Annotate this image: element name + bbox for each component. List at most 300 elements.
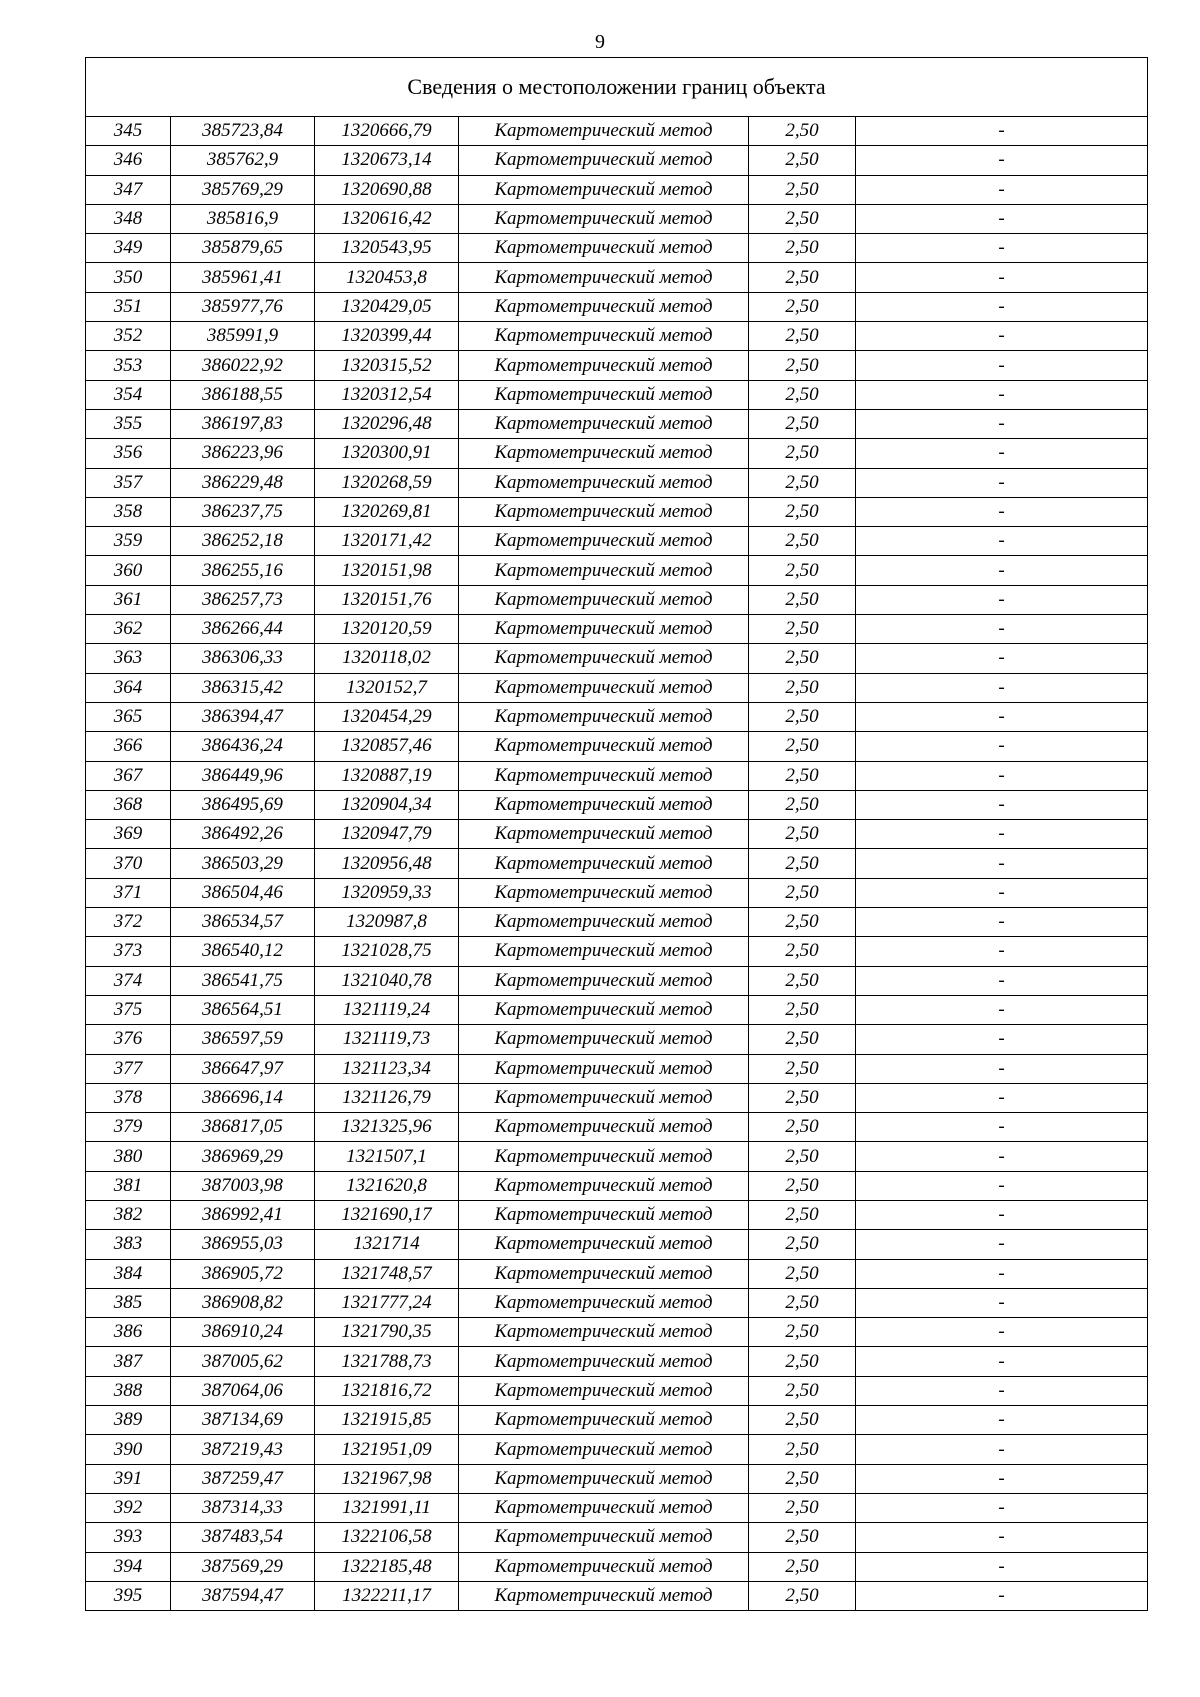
y-coordinate-cell: 1320118,02 <box>315 644 459 673</box>
y-coordinate-cell: 1321040,78 <box>315 966 459 995</box>
point-number-cell: 376 <box>86 1025 171 1054</box>
accuracy-cell: 2,50 <box>749 1347 856 1376</box>
method-cell: Картометрический метод <box>459 1376 749 1405</box>
x-coordinate-cell: 387594,47 <box>171 1581 315 1610</box>
note-cell: - <box>856 615 1148 644</box>
y-coordinate-cell: 1321951,09 <box>315 1435 459 1464</box>
x-coordinate-cell: 386237,75 <box>171 497 315 526</box>
accuracy-cell: 2,50 <box>749 292 856 321</box>
accuracy-cell: 2,50 <box>749 1171 856 1200</box>
y-coordinate-cell: 1321967,98 <box>315 1464 459 1493</box>
accuracy-cell: 2,50 <box>749 380 856 409</box>
point-number-cell: 345 <box>86 117 171 146</box>
note-cell: - <box>856 1435 1148 1464</box>
table-row <box>86 1054 1148 1083</box>
y-coordinate-cell: 1320673,14 <box>315 146 459 175</box>
point-number-cell: 390 <box>86 1435 171 1464</box>
method-cell: Картометрический метод <box>459 849 749 878</box>
table-row <box>86 380 1148 409</box>
y-coordinate-cell: 1321991,11 <box>315 1493 459 1522</box>
point-number-cell: 377 <box>86 1054 171 1083</box>
point-number-cell: 386 <box>86 1318 171 1347</box>
note-cell: - <box>856 849 1148 878</box>
accuracy-cell: 2,50 <box>749 1376 856 1405</box>
x-coordinate-cell: 386197,83 <box>171 409 315 438</box>
method-cell: Картометрический метод <box>459 673 749 702</box>
y-coordinate-cell: 1321325,96 <box>315 1113 459 1142</box>
point-number-cell: 388 <box>86 1376 171 1405</box>
note-cell: - <box>856 380 1148 409</box>
x-coordinate-cell: 387314,33 <box>171 1493 315 1522</box>
x-coordinate-cell: 386992,41 <box>171 1200 315 1229</box>
point-number-cell: 369 <box>86 820 171 849</box>
method-cell: Картометрический метод <box>459 1435 749 1464</box>
point-number-cell: 363 <box>86 644 171 673</box>
accuracy-cell: 2,50 <box>749 585 856 614</box>
point-number-cell: 359 <box>86 527 171 556</box>
x-coordinate-cell: 386597,59 <box>171 1025 315 1054</box>
x-coordinate-cell: 386696,14 <box>171 1083 315 1112</box>
point-number-cell: 362 <box>86 615 171 644</box>
method-cell: Картометрический метод <box>459 644 749 673</box>
point-number-cell: 379 <box>86 1113 171 1142</box>
x-coordinate-cell: 386564,51 <box>171 995 315 1024</box>
note-cell: - <box>856 820 1148 849</box>
method-cell: Картометрический метод <box>459 966 749 995</box>
method-cell: Картометрический метод <box>459 1054 749 1083</box>
table-row <box>86 1288 1148 1317</box>
y-coordinate-cell: 1322211,17 <box>315 1581 459 1610</box>
point-number-cell: 395 <box>86 1581 171 1610</box>
y-coordinate-cell: 1320904,34 <box>315 790 459 819</box>
table-row <box>86 1464 1148 1493</box>
point-number-cell: 361 <box>86 585 171 614</box>
x-coordinate-cell: 386449,96 <box>171 761 315 790</box>
x-coordinate-cell: 386315,42 <box>171 673 315 702</box>
table-row <box>86 1318 1148 1347</box>
method-cell: Картометрический метод <box>459 995 749 1024</box>
note-cell: - <box>856 468 1148 497</box>
y-coordinate-cell: 1322106,58 <box>315 1523 459 1552</box>
y-coordinate-cell: 1320956,48 <box>315 849 459 878</box>
note-cell: - <box>856 1025 1148 1054</box>
table-row <box>86 1025 1148 1054</box>
accuracy-cell: 2,50 <box>749 1581 856 1610</box>
note-cell: - <box>856 556 1148 585</box>
point-number-cell: 378 <box>86 1083 171 1112</box>
note-cell: - <box>856 732 1148 761</box>
note-cell: - <box>856 234 1148 263</box>
accuracy-cell: 2,50 <box>749 1493 856 1522</box>
note-cell: - <box>856 322 1148 351</box>
y-coordinate-cell: 1320453,8 <box>315 263 459 292</box>
y-coordinate-cell: 1321119,24 <box>315 995 459 1024</box>
method-cell: Картометрический метод <box>459 1464 749 1493</box>
x-coordinate-cell: 386266,44 <box>171 615 315 644</box>
point-number-cell: 364 <box>86 673 171 702</box>
method-cell: Картометрический метод <box>459 1318 749 1347</box>
table-row <box>86 263 1148 292</box>
table-row <box>86 351 1148 380</box>
x-coordinate-cell: 386540,12 <box>171 937 315 966</box>
note-cell: - <box>856 263 1148 292</box>
x-coordinate-cell: 386955,03 <box>171 1230 315 1259</box>
note-cell: - <box>856 117 1148 146</box>
x-coordinate-cell: 385961,41 <box>171 263 315 292</box>
note-cell: - <box>856 761 1148 790</box>
point-number-cell: 351 <box>86 292 171 321</box>
point-number-cell: 352 <box>86 322 171 351</box>
point-number-cell: 384 <box>86 1259 171 1288</box>
y-coordinate-cell: 1321777,24 <box>315 1288 459 1317</box>
method-cell: Картометрический метод <box>459 615 749 644</box>
x-coordinate-cell: 385977,76 <box>171 292 315 321</box>
accuracy-cell: 2,50 <box>749 937 856 966</box>
y-coordinate-cell: 1321714 <box>315 1230 459 1259</box>
table-row <box>86 1230 1148 1259</box>
method-cell: Картометрический метод <box>459 439 749 468</box>
table-row <box>86 175 1148 204</box>
table-row <box>86 527 1148 556</box>
table-row <box>86 1552 1148 1581</box>
point-number-cell: 348 <box>86 204 171 233</box>
note-cell: - <box>856 790 1148 819</box>
method-cell: Картометрический метод <box>459 409 749 438</box>
x-coordinate-cell: 387219,43 <box>171 1435 315 1464</box>
method-cell: Картометрический метод <box>459 1347 749 1376</box>
y-coordinate-cell: 1320296,48 <box>315 409 459 438</box>
x-coordinate-cell: 386394,47 <box>171 702 315 731</box>
x-coordinate-cell: 386905,72 <box>171 1259 315 1288</box>
note-cell: - <box>856 1054 1148 1083</box>
accuracy-cell: 2,50 <box>749 1464 856 1493</box>
table-row <box>86 820 1148 849</box>
table-row <box>86 1523 1148 1552</box>
x-coordinate-cell: 386229,48 <box>171 468 315 497</box>
point-number-cell: 381 <box>86 1171 171 1200</box>
y-coordinate-cell: 1321507,1 <box>315 1142 459 1171</box>
y-coordinate-cell: 1320666,79 <box>315 117 459 146</box>
accuracy-cell: 2,50 <box>749 1054 856 1083</box>
table-row <box>86 995 1148 1024</box>
point-number-cell: 358 <box>86 497 171 526</box>
point-number-cell: 383 <box>86 1230 171 1259</box>
y-coordinate-cell: 1320151,76 <box>315 585 459 614</box>
y-coordinate-cell: 1320616,42 <box>315 204 459 233</box>
note-cell: - <box>856 292 1148 321</box>
note-cell: - <box>856 1288 1148 1317</box>
accuracy-cell: 2,50 <box>749 849 856 878</box>
note-cell: - <box>856 1230 1148 1259</box>
point-number-cell: 375 <box>86 995 171 1024</box>
note-cell: - <box>856 878 1148 907</box>
x-coordinate-cell: 385816,9 <box>171 204 315 233</box>
point-number-cell: 366 <box>86 732 171 761</box>
point-number-cell: 372 <box>86 908 171 937</box>
note-cell: - <box>856 1523 1148 1552</box>
point-number-cell: 360 <box>86 556 171 585</box>
table-row <box>86 468 1148 497</box>
accuracy-cell: 2,50 <box>749 644 856 673</box>
note-cell: - <box>856 995 1148 1024</box>
note-cell: - <box>856 204 1148 233</box>
y-coordinate-cell: 1320959,33 <box>315 878 459 907</box>
accuracy-cell: 2,50 <box>749 409 856 438</box>
table-row <box>86 849 1148 878</box>
x-coordinate-cell: 385762,9 <box>171 146 315 175</box>
point-number-cell: 356 <box>86 439 171 468</box>
table-row <box>86 439 1148 468</box>
y-coordinate-cell: 1320887,19 <box>315 761 459 790</box>
y-coordinate-cell: 1320300,91 <box>315 439 459 468</box>
y-coordinate-cell: 1321620,8 <box>315 1171 459 1200</box>
method-cell: Картометрический метод <box>459 1259 749 1288</box>
note-cell: - <box>856 585 1148 614</box>
accuracy-cell: 2,50 <box>749 732 856 761</box>
note-cell: - <box>856 439 1148 468</box>
accuracy-cell: 2,50 <box>749 820 856 849</box>
y-coordinate-cell: 1320947,79 <box>315 820 459 849</box>
y-coordinate-cell: 1321915,85 <box>315 1406 459 1435</box>
point-number-cell: 374 <box>86 966 171 995</box>
x-coordinate-cell: 385769,29 <box>171 175 315 204</box>
point-number-cell: 370 <box>86 849 171 878</box>
note-cell: - <box>856 1581 1148 1610</box>
method-cell: Картометрический метод <box>459 527 749 556</box>
method-cell: Картометрический метод <box>459 878 749 907</box>
method-cell: Картометрический метод <box>459 351 749 380</box>
y-coordinate-cell: 1321123,34 <box>315 1054 459 1083</box>
point-number-cell: 389 <box>86 1406 171 1435</box>
accuracy-cell: 2,50 <box>749 966 856 995</box>
table-row <box>86 409 1148 438</box>
note-cell: - <box>856 937 1148 966</box>
note-cell: - <box>856 1493 1148 1522</box>
x-coordinate-cell: 386495,69 <box>171 790 315 819</box>
method-cell: Картометрический метод <box>459 1230 749 1259</box>
method-cell: Картометрический метод <box>459 497 749 526</box>
method-cell: Картометрический метод <box>459 1552 749 1581</box>
method-cell: Картометрический метод <box>459 117 749 146</box>
table-row <box>86 761 1148 790</box>
y-coordinate-cell: 1321790,35 <box>315 1318 459 1347</box>
accuracy-cell: 2,50 <box>749 1083 856 1112</box>
accuracy-cell: 2,50 <box>749 1142 856 1171</box>
accuracy-cell: 2,50 <box>749 1230 856 1259</box>
method-cell: Картометрический метод <box>459 761 749 790</box>
x-coordinate-cell: 387064,06 <box>171 1376 315 1405</box>
note-cell: - <box>856 1113 1148 1142</box>
table-row <box>86 1435 1148 1464</box>
table-row <box>86 1259 1148 1288</box>
x-coordinate-cell: 385991,9 <box>171 322 315 351</box>
note-cell: - <box>856 1259 1148 1288</box>
accuracy-cell: 2,50 <box>749 878 856 907</box>
method-cell: Картометрический метод <box>459 1113 749 1142</box>
accuracy-cell: 2,50 <box>749 615 856 644</box>
note-cell: - <box>856 1200 1148 1229</box>
x-coordinate-cell: 385723,84 <box>171 117 315 146</box>
x-coordinate-cell: 386503,29 <box>171 849 315 878</box>
x-coordinate-cell: 386541,75 <box>171 966 315 995</box>
accuracy-cell: 2,50 <box>749 908 856 937</box>
accuracy-cell: 2,50 <box>749 1318 856 1347</box>
table-row <box>86 790 1148 819</box>
table-row <box>86 908 1148 937</box>
note-cell: - <box>856 1142 1148 1171</box>
point-number-cell: 355 <box>86 409 171 438</box>
accuracy-cell: 2,50 <box>749 351 856 380</box>
table-row <box>86 732 1148 761</box>
y-coordinate-cell: 1320399,44 <box>315 322 459 351</box>
table-row <box>86 966 1148 995</box>
y-coordinate-cell: 1321119,73 <box>315 1025 459 1054</box>
note-cell: - <box>856 908 1148 937</box>
point-number-cell: 353 <box>86 351 171 380</box>
y-coordinate-cell: 1322185,48 <box>315 1552 459 1581</box>
note-cell: - <box>856 1376 1148 1405</box>
table-row <box>86 585 1148 614</box>
y-coordinate-cell: 1320857,46 <box>315 732 459 761</box>
method-cell: Картометрический метод <box>459 146 749 175</box>
table-row <box>86 117 1148 146</box>
method-cell: Картометрический метод <box>459 908 749 937</box>
accuracy-cell: 2,50 <box>749 468 856 497</box>
x-coordinate-cell: 387005,62 <box>171 1347 315 1376</box>
x-coordinate-cell: 386908,82 <box>171 1288 315 1317</box>
x-coordinate-cell: 387259,47 <box>171 1464 315 1493</box>
note-cell: - <box>856 1406 1148 1435</box>
x-coordinate-cell: 385879,65 <box>171 234 315 263</box>
method-cell: Картометрический метод <box>459 468 749 497</box>
note-cell: - <box>856 146 1148 175</box>
note-cell: - <box>856 966 1148 995</box>
accuracy-cell: 2,50 <box>749 1406 856 1435</box>
accuracy-cell: 2,50 <box>749 1435 856 1464</box>
y-coordinate-cell: 1320312,54 <box>315 380 459 409</box>
accuracy-cell: 2,50 <box>749 234 856 263</box>
point-number-cell: 349 <box>86 234 171 263</box>
table-row <box>86 1113 1148 1142</box>
table-row <box>86 1347 1148 1376</box>
accuracy-cell: 2,50 <box>749 527 856 556</box>
method-cell: Картометрический метод <box>459 1200 749 1229</box>
table-row <box>86 204 1148 233</box>
y-coordinate-cell: 1320987,8 <box>315 908 459 937</box>
y-coordinate-cell: 1320151,98 <box>315 556 459 585</box>
point-number-cell: 371 <box>86 878 171 907</box>
y-coordinate-cell: 1320268,59 <box>315 468 459 497</box>
table-row <box>86 1581 1148 1610</box>
y-coordinate-cell: 1320429,05 <box>315 292 459 321</box>
x-coordinate-cell: 387134,69 <box>171 1406 315 1435</box>
method-cell: Картометрический метод <box>459 1083 749 1112</box>
method-cell: Картометрический метод <box>459 702 749 731</box>
accuracy-cell: 2,50 <box>749 1025 856 1054</box>
table-row <box>86 322 1148 351</box>
method-cell: Картометрический метод <box>459 1406 749 1435</box>
x-coordinate-cell: 386252,18 <box>171 527 315 556</box>
point-number-cell: 365 <box>86 702 171 731</box>
method-cell: Картометрический метод <box>459 1288 749 1317</box>
note-cell: - <box>856 409 1148 438</box>
point-number-cell: 357 <box>86 468 171 497</box>
y-coordinate-cell: 1321788,73 <box>315 1347 459 1376</box>
note-cell: - <box>856 644 1148 673</box>
accuracy-cell: 2,50 <box>749 263 856 292</box>
x-coordinate-cell: 386257,73 <box>171 585 315 614</box>
point-number-cell: 346 <box>86 146 171 175</box>
note-cell: - <box>856 1083 1148 1112</box>
point-number-cell: 387 <box>86 1347 171 1376</box>
table-row <box>86 234 1148 263</box>
table-row <box>86 146 1148 175</box>
method-cell: Картометрический метод <box>459 556 749 585</box>
point-number-cell: 368 <box>86 790 171 819</box>
y-coordinate-cell: 1321028,75 <box>315 937 459 966</box>
x-coordinate-cell: 386492,26 <box>171 820 315 849</box>
method-cell: Картометрический метод <box>459 1581 749 1610</box>
accuracy-cell: 2,50 <box>749 1552 856 1581</box>
y-coordinate-cell: 1320269,81 <box>315 497 459 526</box>
note-cell: - <box>856 702 1148 731</box>
point-number-cell: 380 <box>86 1142 171 1171</box>
table-row <box>86 1493 1148 1522</box>
table-row <box>86 937 1148 966</box>
point-number-cell: 393 <box>86 1523 171 1552</box>
method-cell: Картометрический метод <box>459 790 749 819</box>
table-row <box>86 644 1148 673</box>
method-cell: Картометрический метод <box>459 263 749 292</box>
accuracy-cell: 2,50 <box>749 702 856 731</box>
x-coordinate-cell: 386910,24 <box>171 1318 315 1347</box>
method-cell: Картометрический метод <box>459 732 749 761</box>
point-number-cell: 367 <box>86 761 171 790</box>
x-coordinate-cell: 386969,29 <box>171 1142 315 1171</box>
note-cell: - <box>856 1171 1148 1200</box>
accuracy-cell: 2,50 <box>749 673 856 702</box>
note-cell: - <box>856 351 1148 380</box>
accuracy-cell: 2,50 <box>749 1523 856 1552</box>
point-number-cell: 391 <box>86 1464 171 1493</box>
accuracy-cell: 2,50 <box>749 995 856 1024</box>
y-coordinate-cell: 1320543,95 <box>315 234 459 263</box>
x-coordinate-cell: 386223,96 <box>171 439 315 468</box>
table-row <box>86 673 1148 702</box>
method-cell: Картометрический метод <box>459 937 749 966</box>
accuracy-cell: 2,50 <box>749 1288 856 1317</box>
table-title-row <box>86 58 1148 117</box>
x-coordinate-cell: 386534,57 <box>171 908 315 937</box>
table-row <box>86 1171 1148 1200</box>
y-coordinate-cell: 1320120,59 <box>315 615 459 644</box>
accuracy-cell: 2,50 <box>749 322 856 351</box>
table-row <box>86 1406 1148 1435</box>
y-coordinate-cell: 1321816,72 <box>315 1376 459 1405</box>
point-number-cell: 373 <box>86 937 171 966</box>
table-row <box>86 1376 1148 1405</box>
accuracy-cell: 2,50 <box>749 146 856 175</box>
table-row <box>86 1083 1148 1112</box>
note-cell: - <box>856 527 1148 556</box>
accuracy-cell: 2,50 <box>749 1259 856 1288</box>
point-number-cell: 347 <box>86 175 171 204</box>
method-cell: Картометрический метод <box>459 175 749 204</box>
accuracy-cell: 2,50 <box>749 556 856 585</box>
x-coordinate-cell: 386436,24 <box>171 732 315 761</box>
accuracy-cell: 2,50 <box>749 175 856 204</box>
table-row <box>86 497 1148 526</box>
